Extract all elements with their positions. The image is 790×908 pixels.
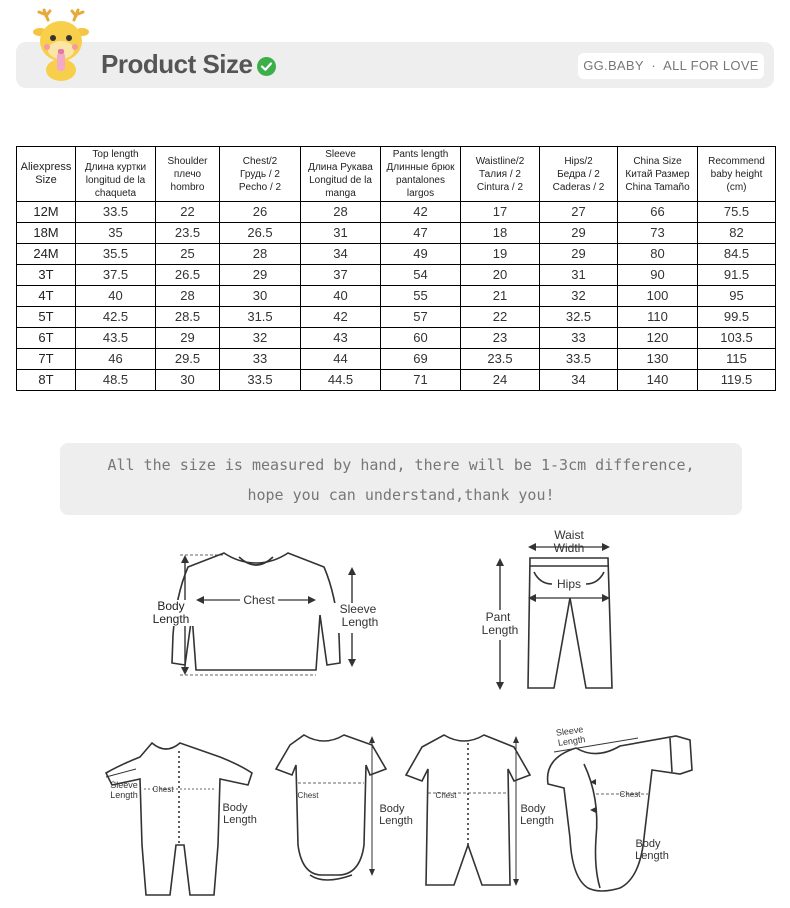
column-header-line: manga	[325, 188, 356, 199]
measurement-cell: 75.5	[698, 202, 776, 223]
measurement-cell: 31	[301, 223, 381, 244]
measurement-cell: 48.5	[76, 370, 156, 391]
column-header-line: Длинные брюк	[386, 162, 455, 173]
measurement-cell: 28	[301, 202, 381, 223]
measurement-cell: 42	[381, 202, 461, 223]
measurement-cell: 31.5	[220, 307, 301, 328]
measurement-cell: 80	[618, 244, 698, 265]
column-header	[76, 147, 156, 202]
column-header-line: Size	[35, 174, 57, 186]
measurement-cell: 43.5	[76, 328, 156, 349]
pants-diagram	[478, 528, 628, 698]
column-header-line: Aliexpress	[20, 161, 72, 173]
measurement-cell: 73	[618, 223, 698, 244]
bodysuit-outline-icon	[276, 735, 386, 880]
measurement-cell: 26.5	[156, 265, 220, 286]
column-header-line: Sleeve	[325, 149, 356, 160]
column-header-line: Hips/2	[564, 155, 593, 167]
measurement-cell: 40	[76, 286, 156, 307]
measurement-cell: 35	[76, 223, 156, 244]
measurement-cell: 55	[381, 286, 461, 307]
measurement-cell: 19	[461, 244, 540, 265]
measurement-cell: 33.5	[540, 349, 618, 370]
note-line-2: hope you can understand,thank you!	[247, 486, 555, 504]
pants-waist-label-2: Width	[553, 541, 585, 555]
column-header-line: Shoulder	[167, 155, 208, 167]
column-header-line: (cm)	[726, 181, 747, 193]
pants-length-label-2: Length	[481, 623, 519, 637]
brand-slogan: ALL FOR LOVE	[663, 58, 759, 73]
table-body	[17, 202, 776, 391]
shirt-body-length-label	[146, 600, 196, 626]
measurement-cell: 84.5	[698, 244, 776, 265]
measurement-cell: 26.5	[220, 223, 301, 244]
measurement-cell: 25	[156, 244, 220, 265]
column-header-line: Waistline/2	[475, 155, 525, 167]
column-header	[540, 147, 618, 202]
measurement-cell: 33.5	[220, 370, 301, 391]
measurement-cell: 28	[156, 286, 220, 307]
measurement-cell: 23	[461, 328, 540, 349]
table-row	[17, 265, 776, 286]
column-header-line: Длина Рукава	[308, 162, 373, 173]
measurement-cell: 34	[540, 370, 618, 391]
measurement-cell: 115	[698, 349, 776, 370]
measurement-cell: 44.5	[301, 370, 381, 391]
pants-length-label-1: Pant	[485, 610, 511, 624]
table-row	[17, 286, 776, 307]
bodysuit-body-label-2: Length	[379, 815, 413, 827]
column-header-line: China Size	[633, 155, 682, 167]
size-table	[16, 146, 776, 391]
measurement-cell: 99.5	[698, 307, 776, 328]
shirt-outline-icon	[172, 553, 340, 670]
table-row	[17, 370, 776, 391]
table-row	[17, 223, 776, 244]
column-header	[381, 147, 461, 202]
bodysuit-chest-label: Chest	[297, 791, 319, 800]
measurement-cell: 23.5	[156, 223, 220, 244]
column-header-line: Грудь / 2	[240, 168, 280, 180]
measurement-cell: 32	[220, 328, 301, 349]
romper-long-body-label-2: Length	[223, 814, 257, 826]
page-title: Product Size	[101, 49, 253, 79]
column-header	[461, 147, 540, 202]
column-header-line: Китай Размер	[625, 168, 690, 180]
column-header-line: Longitud de la	[309, 175, 372, 186]
measurement-cell: 29	[156, 328, 220, 349]
measurement-cell: 130	[618, 349, 698, 370]
measurement-cell: 26	[220, 202, 301, 223]
column-header-line: chaqueta	[94, 188, 137, 199]
romper-short-body-label-1: Body	[520, 803, 546, 815]
note-line-1: All the size is measured by hand, there will be 1-3cm difference,	[107, 456, 695, 474]
measurement-cell: 46	[76, 349, 156, 370]
measurement-cell: 47	[381, 223, 461, 244]
column-header-line: hombro	[170, 181, 205, 193]
table-header-row	[17, 147, 776, 202]
column-header	[220, 147, 301, 202]
column-header-line: Chest/2	[242, 155, 278, 167]
romper-short-chest-label: Chest	[435, 791, 457, 800]
measurement-cell: 33	[220, 349, 301, 370]
measurement-cell: 60	[381, 328, 461, 349]
column-header-line: baby height	[710, 168, 763, 180]
measurement-cell: 100	[618, 286, 698, 307]
measurement-cell: 30	[156, 370, 220, 391]
column-header-line: плечо	[173, 168, 202, 180]
measurement-cell: 91.5	[698, 265, 776, 286]
size-cell: 6T	[17, 328, 76, 349]
romper-short-diagram	[402, 725, 562, 895]
measurement-cell: 23.5	[461, 349, 540, 370]
measurement-cell: 22	[461, 307, 540, 328]
column-header-line: Талия / 2	[479, 168, 521, 180]
measurement-cell: 33	[540, 328, 618, 349]
shirt-chest-label: Chest	[243, 593, 275, 607]
table-row	[17, 328, 776, 349]
kimono-outline-icon	[548, 736, 692, 891]
measurement-cell: 42	[301, 307, 381, 328]
column-header	[17, 147, 76, 202]
measurement-cell: 40	[301, 286, 381, 307]
bodysuit-diagram	[262, 725, 422, 895]
pants-hips-label: Hips	[556, 577, 582, 591]
measurement-cell: 44	[301, 349, 381, 370]
column-header	[156, 147, 220, 202]
kimono-sleeve-label-1: Sleeve	[555, 724, 584, 738]
measurement-cell: 32	[540, 286, 618, 307]
shirt-body-length-line-1: Body	[157, 599, 185, 613]
column-header-line: largos	[406, 188, 435, 199]
bodysuit-body-label-1: Body	[379, 803, 405, 815]
table-row	[17, 244, 776, 265]
table-row	[17, 349, 776, 370]
column-header-line: Caderas / 2	[552, 181, 605, 193]
size-cell: 4T	[17, 286, 76, 307]
column-header-line: Recommend	[708, 155, 765, 167]
column-header	[618, 147, 698, 202]
romper-long-body-label-1: Body	[222, 802, 248, 814]
measurement-cell: 43	[301, 328, 381, 349]
brand-separator: ·	[651, 58, 657, 73]
measurement-cell: 120	[618, 328, 698, 349]
size-cell: 12M	[17, 202, 76, 223]
size-cell: 18M	[17, 223, 76, 244]
measurement-cell: 32.5	[540, 307, 618, 328]
measurement-cell: 66	[618, 202, 698, 223]
column-header-line: Бедра / 2	[557, 168, 600, 180]
measurement-cell: 31	[540, 265, 618, 286]
kimono-sleeve-label-2: Length	[557, 734, 586, 748]
measurement-cell: 140	[618, 370, 698, 391]
measurement-cell: 37.5	[76, 265, 156, 286]
romper-long-chest-label: Chest	[152, 785, 174, 794]
shirt-sleeve-label-2: Length	[341, 615, 379, 629]
checkmark-icon	[257, 57, 276, 76]
column-header-line: Cintura / 2	[476, 181, 524, 193]
measurement-cell: 29	[540, 223, 618, 244]
measurement-cell: 54	[381, 265, 461, 286]
measurement-cell: 30	[220, 286, 301, 307]
measurement-cell: 28.5	[156, 307, 220, 328]
brand-name: GG.BABY	[583, 58, 644, 73]
measurement-cell: 37	[301, 265, 381, 286]
size-cell: 7T	[17, 349, 76, 370]
measurement-cell: 90	[618, 265, 698, 286]
brand-pill	[578, 53, 764, 79]
measurement-cell: 35.5	[76, 244, 156, 265]
measurement-cell: 20	[461, 265, 540, 286]
column-header-line: Pecho / 2	[238, 181, 282, 193]
measurement-cell: 27	[540, 202, 618, 223]
kimono-body-label-2: Length	[635, 850, 669, 862]
measurement-cell: 17	[461, 202, 540, 223]
measurement-cell: 29.5	[156, 349, 220, 370]
kimono-body-label-1: Body	[635, 838, 661, 850]
measurement-cell: 103.5	[698, 328, 776, 349]
column-header-line: Top length	[92, 149, 139, 160]
measurement-cell: 42.5	[76, 307, 156, 328]
column-header-line: China Tamaño	[625, 181, 690, 193]
brand-tagline	[578, 58, 764, 73]
size-cell: 3T	[17, 265, 76, 286]
measurement-note	[60, 443, 742, 515]
size-cell: 5T	[17, 307, 76, 328]
column-header-line: Pants length	[392, 149, 449, 160]
shirt-body-length-line-2: Length	[152, 612, 190, 626]
table-row	[17, 307, 776, 328]
column-header	[698, 147, 776, 202]
size-cell: 8T	[17, 370, 76, 391]
measurement-cell: 119.5	[698, 370, 776, 391]
shirt-sleeve-label-1: Sleeve	[339, 602, 377, 616]
measurement-cell: 49	[381, 244, 461, 265]
romper-long-diagram	[100, 725, 270, 905]
giraffe-mascot-icon	[30, 8, 92, 82]
table-row	[17, 202, 776, 223]
measurement-cell: 57	[381, 307, 461, 328]
measurement-cell: 82	[698, 223, 776, 244]
measurement-cell: 110	[618, 307, 698, 328]
measurement-cell: 34	[301, 244, 381, 265]
kimono-chest-label: Chest	[619, 790, 641, 799]
measurement-cell: 18	[461, 223, 540, 244]
column-header-line: pantalones	[396, 175, 445, 186]
measurement-cell: 28	[220, 244, 301, 265]
romper-long-sleeve-label-2: Length	[110, 790, 138, 800]
measurement-cell: 95	[698, 286, 776, 307]
size-cell: 24M	[17, 244, 76, 265]
romper-short-outline-icon	[406, 735, 530, 885]
kimono-diagram	[540, 718, 700, 898]
measurement-cell: 69	[381, 349, 461, 370]
column-header-line: longitud de la	[85, 175, 146, 186]
column-header-line: Длина куртки	[84, 162, 147, 173]
romper-long-sleeve-label-1: Sleeve	[110, 780, 138, 790]
column-header	[301, 147, 381, 202]
measurement-cell: 29	[220, 265, 301, 286]
measurement-cell: 33.5	[76, 202, 156, 223]
romper-short-body-label-2: Length	[520, 815, 554, 827]
measurement-cell: 71	[381, 370, 461, 391]
measurement-cell: 29	[540, 244, 618, 265]
pants-waist-label-1: Waist	[554, 528, 584, 542]
measurement-cell: 21	[461, 286, 540, 307]
measurement-cell: 22	[156, 202, 220, 223]
measurement-cell: 24	[461, 370, 540, 391]
